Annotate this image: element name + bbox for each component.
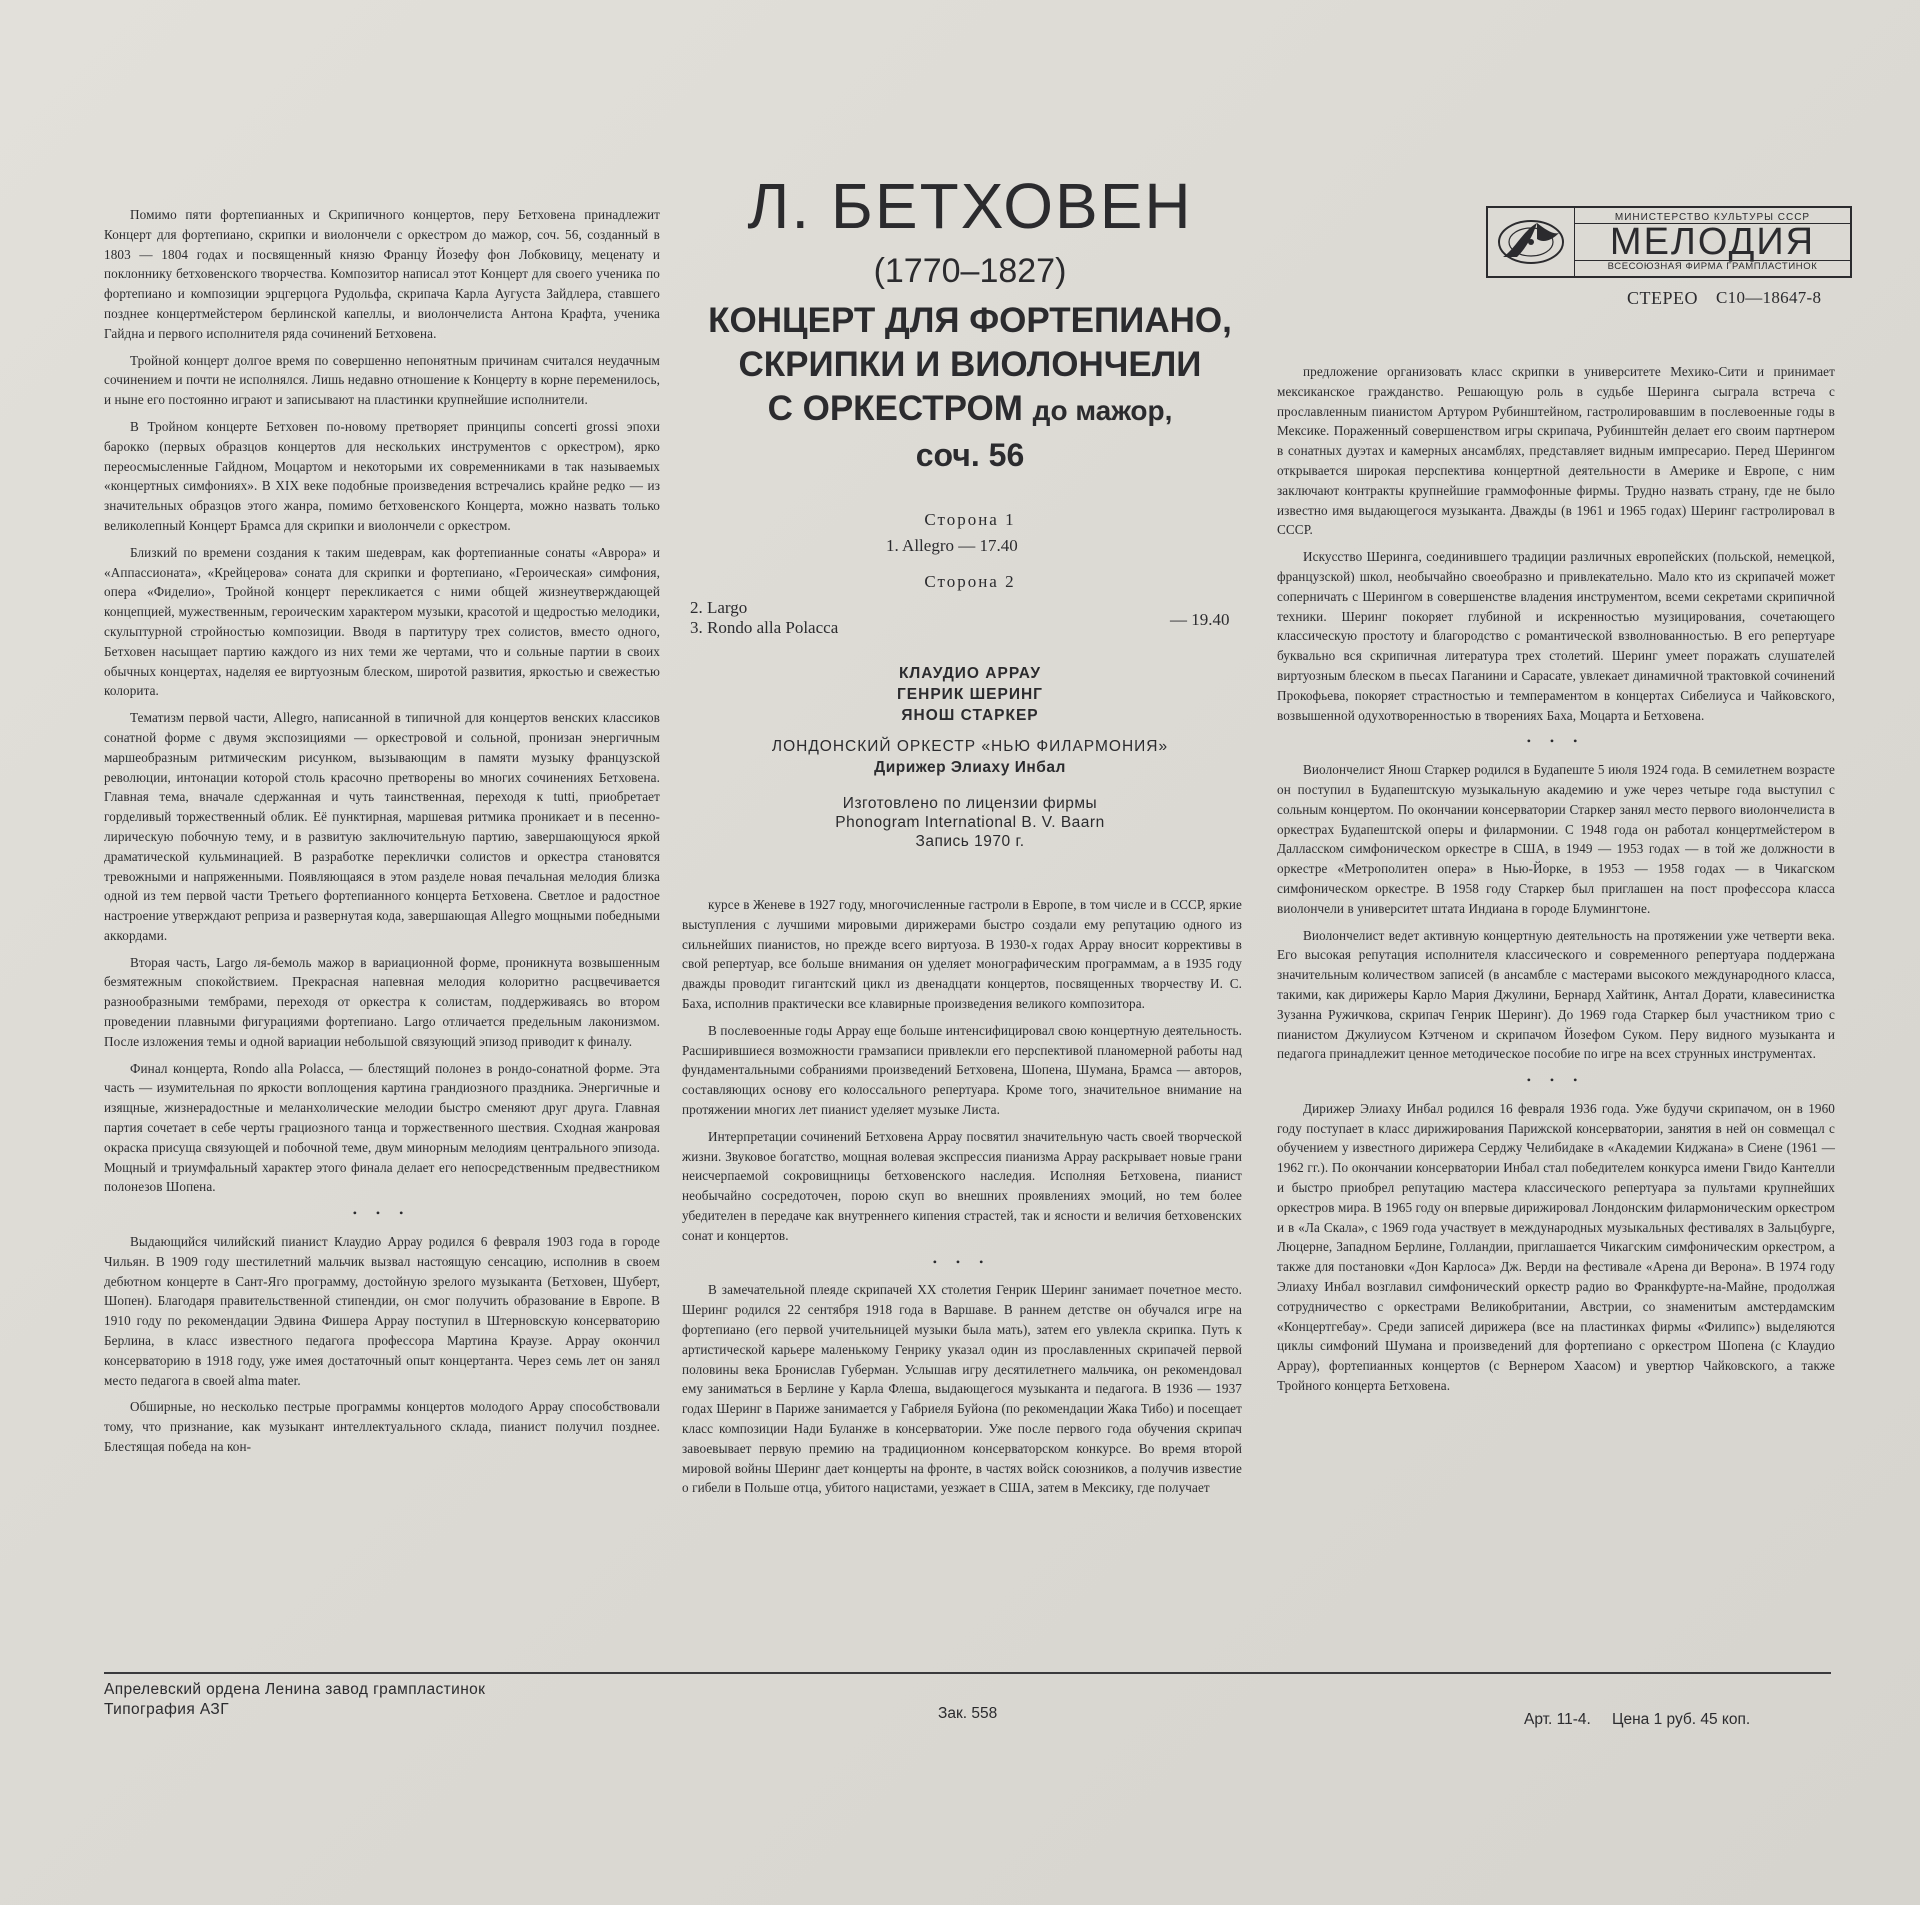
notes-paragraph: В замечательной плеяде скрипачей XX столетия Генрик Шеринг занимает почетное место. Шеринг родился 22 сентября 1918 года в Варшаве. В раннем детстве он обучался игре на фортепиано (его первой учительницей музыки была мать), затем его увлекла скрипка. Путь к артистической карьере маленькому Генрику указал один из прославленных скрипачей первой половины века Бронислав Губерман. Услышав игру десятилетнего мальчика, он рекомендовал ему заниматься в Берлине у Карла Флеша, выдающегося музыканта и педагога. В 1936 — 1937 годах Шеринг в Париже занимается у Габриеля Буйона (по рекомендации Жака Тибо) и посещает класс композиции Нади Буланже в консерватории. Уже после первого года обучения скрипач завоевывает первую премию на традиционном консерваторском конкурсе. Во время второй мировой войны Шеринг дает концерты на фронте, в частях войск союзников, а получив известие о гибели в Польше отца, убитого нацистами, уезжает в США, затем в Мексику, где получает bbox=[682, 1282, 1242, 1496]
performer-cello: ЯНОШ СТАРКЕР bbox=[901, 707, 1039, 724]
printer-name: Типография АЗГ bbox=[104, 1701, 229, 1718]
notes-paragraph: Виолончелист ведет активную концертную деятельность на протяжении уже четверти века. Его высокая репутация исполнителя классического и современного репертуара поддержана значительным количеством записей (в ансамбле с мастерами высокого международного класса, такими, как дирижеры Карло Мария Джулини, Бернард Хайтинк, Антал Дорати, клавесинистка Зузанна Ружичкова, скрипач Генрик Шеринг). До 1969 года Старкер был участником трио с пианистом Джулиусом Кэтченом и скрипачом Йозефом Суком. Перу видного музыканта и педагога принадлежит ценное методическое пособие по игре на всех струнных инструментах. bbox=[1277, 927, 1835, 1062]
performer-piano: КЛАУДИО АРРАУ bbox=[898, 665, 1042, 682]
firm-caption: ВСЕСОЮЗНАЯ ФИРМА ГРАМПЛАСТИНОК bbox=[1607, 261, 1818, 272]
work-title-orchestra: С ОРКЕСТРОМ bbox=[767, 389, 1023, 428]
section-separator: • • • bbox=[352, 1206, 412, 1221]
notes-paragraph: Виолончелист Янош Старкер родился в Будапеште 5 июля 1924 года. В семилетнем возрасте он поступил в Будапештскую музыкальную академию и уже через четыре года выступил с сольным концертом. По окончании консерватории Старкер занял место первого виолончелиста в оркестрах Будапештской оперы и филармонии. С 1948 года он работал концертмейстером в Далласском симфоническом оркестре в США, в 1949 — 1953 годах — в той же должности в оркестре «Метрополитен опера» в Нью-Йорке, в 1953 — 1958 годах — в Чикагском симфоническом оркестре. В 1958 году Старкер был приглашен на пост профессора класса виолончели в университет штата Индиана в городе Блумингтоне. bbox=[1277, 762, 1835, 916]
composer-name: Л. БЕТХОВЕН bbox=[747, 170, 1193, 242]
price: Цена 1 руб. 45 коп. bbox=[1612, 1711, 1751, 1728]
notes-paragraph: Обширные, но несколько пестрые программы концертов молодого Аррау способствовали тому, что признание, как музыкант интеллектуального склада, пианист получил позднее. Блестящая победа на кон- bbox=[104, 1399, 660, 1455]
track-2: 2. Largo bbox=[690, 598, 748, 617]
notes-paragraph: Финал концерта, Rondo alla Polacca, — блестящий полонез в рондо-сонатной форме. Эта часть — изумительная по яркости воплощения картина грандиозного праздника. Энергичные и изящные, жизнерадостные и меланхолические мелодии быстро сменяют друг друга. Главная партия сочетает в себе черты грациозного танца и торжественного шествия. Сходная жанровая окраска присуща связующей и побочной теме, двум минорным мелодиям центрального эпизода. Мощный и триумфальный характер этого финала делает его непосредственным предвестником полонезов Шопена. bbox=[104, 1060, 660, 1195]
work-key: до мажор, bbox=[1032, 395, 1173, 426]
side-2-duration: — 19.40 bbox=[1170, 610, 1230, 629]
notes-paragraph: В Тройном концерте Бетховен по-новому претворяет принципы concerti grossi эпохи барокко (первых образцов концертов для нескольких инструментов с оркестром), ярко переосмысленные Гайдном, Моцартом и некоторыми их современниками в так называемых «концертных симфониях». В XIX веке подобные произведения встречались крайне редко — из значительных образцов этого жанра, помимо бетховенского Концерта, можно назвать только великолепный Концерт Брамса для скрипки и виолончели с оркестром. bbox=[104, 418, 660, 533]
performer-violin: ГЕНРИК ШЕРИНГ bbox=[897, 686, 1043, 703]
notes-paragraph: Тройной концерт долгое время по совершенно непонятным причинам считался неудачным сочинением и почти не исполнялся. Лишь недавно отношение к Концерту в корне переменилось, и ныне его постоянно играют и записывают на пластинки крупнейшие исполнители. bbox=[104, 352, 660, 408]
notes-paragraph: Вторая часть, Largo ля-бемоль мажор в вариационной форме, проникнута возвышенным безмятежным спокойствием. Прекрасная напевная мелодия колоритно расцвечивается разнообразными тембрами, переходя от оркестра к солистам, поддерживаясь во втором проведении плавными фигурациями фортепиано. Largo отличается предельным лаконизмом. После изложения темы и одной вариации небольшой связующий эпизод приводит к финалу. bbox=[104, 954, 660, 1049]
recording-year: Запись 1970 г. bbox=[915, 833, 1025, 850]
notes-paragraph: Интерпретации сочинений Бетховена Аррау посвятил значительную часть своей творческой жизни. Звуковое богатство, мощная волевая экспрессия пианизма Аррау раскрывает новые грани неисчерпаемой сокровищницы бетховенского наследия. Исполняя Бетховена, пианист необычайно сосредоточен, порою скуп во внешних проявлениях эмоций, но тем более убедителен в передаче как внутреннего кипения страстей, так и ясности и величия бетховенских сонат и концертов. bbox=[682, 1128, 1242, 1243]
notes-paragraph: Тематизм первой части, Allegro, написанной в типичной для концертов венских классиков сонатной форме с двумя экспозициями — оркестровой и сольной, пронизан энергичным маршеобразным ритмическим рисунком, вызывающим в памяти музыку французской революции, интонации которой столь красочно претворены во многих сочинениях Бетховена. Главная тема, вначале сдержанная и чуть таинственная, переходя к tutti, приобретает горделивый торжественный облик. Её пунктирная, маршевая ритмика проникает и в песенно-лирическую побочную тему, и в развитую заключительную партию, завершающуюся яркой драматической кульминацией. В разработке переклички солистов и оркестра становятся тревожными и напряженными. Появляющаяся в этом разделе новая печальная мелодия близка одной из тем первой части Третьего фортепианного концерта Бетховена. Светлое и радостное настроение утверждают реприза и развернутая кода, завершающая Allegro мощными победными аккордами. bbox=[104, 710, 660, 943]
side-1-heading: Сторона 1 bbox=[924, 510, 1016, 529]
plant-name: Апрелевский ордена Ленина завод грампластинок bbox=[104, 1681, 486, 1698]
orchestra-name: ЛОНДОНСКИЙ ОРКЕСТР «НЬЮ ФИЛАРМОНИЯ» bbox=[771, 738, 1169, 755]
notes-paragraph: Дирижер Элиаху Инбал родился 16 февраля 1936 года. Уже будучи скрипачом, он в 1960 году поступает в класс дирижирования Парижской консерватории, занятия в ней он совмещал с обучением у известного дирижера Серджу Челибидаке в «Академии Киджана» в Сиене (1961 — 1962 гг.). По окончании консерватории Инбал стал победителем конкурса имени Гвидо Кантелли и быстро приобрел репутацию мастера классического репертуара за пультами крупнейших оркестров мира. В 1965 году он впервые дирижировал Лондонским филармоническим оркестром и в «Ла Скала», с 1969 года участвует в международных музыкальных фестивалях в Зальцбурге, Люцерне, Западном Берлине, Голландии, приглашается Чикагским симфоническим оркестром, а также для постановки «Дон Карлоса» Дж. Верди на фестивале «Арена ди Верона». В 1974 году Элиаху Инбал возглавил симфонический оркестр радио во Франкфурте-на-Майне, продолжая сотрудничество с оркестрами Великобритании, Австрии, со знаменитым амстердамским «Концертгебау». Среди записей дирижера (все на пластинках фирмы «Филипс») выделяются циклы симфоний Шумана и произведений для фортепиано с оркестром Шопена (с Клаудио Аррау), фортепианных концертов (с Вернером Хаасом) и увертюр Чайковского, а также Тройного концерта Бетховена. bbox=[1277, 1100, 1835, 1394]
section-separator: • • • bbox=[932, 1254, 992, 1269]
liner-notes-left-column bbox=[104, 205, 660, 1464]
order-number: Зак. 558 bbox=[938, 1705, 998, 1722]
footer-divider bbox=[104, 1672, 1831, 1674]
licensor-name: Phonogram International B. V. Baarn bbox=[835, 814, 1105, 831]
credits-block bbox=[690, 663, 1250, 851]
notes-paragraph: Помимо пяти фортепианных и Скрипичного концертов, перу Бетховена принадлежит Концерт для фортепиано, скрипки и виолончели с оркестром до мажор, соч. 56, созданный в 1803 — 1804 годах и посвященный князю Францу Йозефу фон Лобковицу, меценату и поклоннику бетховенского творчества. Композитор написал этот Концерт для своего ученика по фортепиано и композиции эрцгерцога Рудольфа, скрипача Карла Аугуста Зайдлера, ставшего позднее концертмейстером берлинской капеллы, и виолончелиста Антона Крафта, ученика Гайдна и первого исполнителя ряда сочинений Бетховена. bbox=[104, 207, 660, 341]
ministry-caption: МИНИСТЕРСТВО КУЛЬТУРЫ СССР bbox=[1614, 212, 1811, 223]
section-separator: • • • bbox=[1526, 734, 1586, 749]
license-note: Изготовлено по лицензии фирмы bbox=[842, 795, 1098, 812]
track-3: 3. Rondo alla Polacca bbox=[690, 618, 839, 637]
notes-paragraph: Близкий по времени создания к таким шедеврам, как фортепианные сонаты «Аврора» и «Аппассионата», «Крейцерова» соната для скрипки и фортепиано, «Героическая» симфония, опера «Фиделио», Тройной концерт перекликается с ними общей жизнеутверждающей концепцией, мужественным, героическим характером музыки, красотой и щедростью мелодики, скульптурной стройностью композиции. Вводя в партитуру трех солистов, вместо одного, Бетховен насыщает партию каждого из них теми же чертами, что и сольные партии в своих обычных концертах, наделяя ее виртуозным блеском, широтой развития, яркостью и свежестью колорита. bbox=[104, 544, 660, 699]
side-2-heading: Сторона 2 bbox=[924, 572, 1016, 591]
brand-name: МЕЛОДИЯ bbox=[1575, 223, 1850, 261]
notes-paragraph: Выдающийся чилийский пианист Клаудио Аррау родился 6 февраля 1903 года в городе Чильян. В 1909 году шестилетний мальчик вызвал настоящую сенсацию, исполнив в своем дебютном концерте в Сант-Яго программу, достойную зрелого музыканта (Бетховен, Шуберт, Шопен). Благодаря правительственной стипендии, он смог получить образование в Европе. В 1910 году по рекомендации Эдвина Фишера Аррау поступил в Штерновскую консерваторию Берлина, в класс известного педагога профессора Мартина Краузе. Аррау окончил консерваторию в 1918 году, уже имея достаточный опыт концертанта. Через семь лет он занял место педагога в своей alma mater. bbox=[104, 1234, 660, 1388]
title-block bbox=[690, 170, 1250, 477]
notes-paragraph: предложение организовать класс скрипки в университете Мехико-Сити и принимает мексиканское гражданство. Решающую роль в судьбе Шеринга сыграла встреча с прославленным пианистом Артуром Рубинштейном, гастролировавшим в послевоенные годы в Мексике. Пораженный совершенством игры скрипача, Рубинштейн делает его своим партнером в сонатных дуэтах и камерных ансамблях, представляет видным импресарио. Перед Шерингом открывается широкая перспектива концертной деятельности в Америке и Европе, с ним заключают контракты крупнейшие граммофонные фирмы. Трудно назвать страну, где не было известно имя выдающегося музыканта. Дважды (в 1961 и 1965 годах) Шеринг гастролировал в СССР. bbox=[1277, 364, 1835, 538]
liner-notes-middle-column bbox=[682, 895, 1242, 1505]
stereo-label: СТЕРЕО bbox=[1627, 288, 1699, 308]
melodiya-emblem-icon bbox=[1488, 208, 1574, 276]
notes-paragraph: Искусство Шеринга, соединившего традиции различных европейских (польской, немецкой, французской) школ, необычайно своеобразно и привлекательно. Мало кто из скрипачей может соперничать с Шерингом в совершенстве владения инструментом, всеми секретами скрипичной техники. Шеринг покоряет глубиной и искренностью музицирования, сочетающего классическую простоту и благородство с романтической взволнованностью. В его репертуаре буквально вся скрипичная литература трех столетий. Шеринг умеет поражать слушателей виртуозным блеском в пьесах Паганини и Сарасате, увлекает динамичной трактовкой сочинений Прокофьева, покоряет страстностью и темпераментом в концертах Сибелиуса и Чайковского, возвышенной одухотворенностью в творениях Баха, Моцарта и Бетховена. bbox=[1277, 549, 1835, 723]
work-title-line-2: СКРИПКИ И ВИОЛОНЧЕЛИ bbox=[738, 345, 1202, 384]
section-separator: • • • bbox=[1526, 1073, 1586, 1088]
conductor-name: Дирижер Элиаху Инбал bbox=[874, 759, 1066, 776]
work-title-line-1: КОНЦЕРТ ДЛЯ ФОРТЕПИАНО, bbox=[708, 301, 1232, 340]
track-1: 1. Allegro — 17.40 bbox=[886, 536, 1018, 555]
liner-notes-right-column bbox=[1277, 362, 1835, 1403]
composer-dates: (1770–1827) bbox=[873, 252, 1067, 290]
article-number: Арт. 11-4. bbox=[1524, 1711, 1591, 1728]
manufacturer-info bbox=[104, 1680, 485, 1720]
melodiya-logo bbox=[1486, 206, 1852, 278]
work-opus: соч. 56 bbox=[915, 437, 1025, 473]
notes-paragraph: курсе в Женеве в 1927 году, многочисленные гастроли в Европе, в том числе и в СССР, яркие выступления с лучшими мировыми дирижерами быстро создали ему репутацию одного из сильнейших пианистов, но прежде всего виртуоза. В 1930-х годах Аррау вносит коррективы в свой репертуар, все больше внимания он уделяет монографическим программам, а в 1935 году дважды проводит гигантский цикл из двенадцати концертов, посвященных творчеству И. С. Баха, исполнив практически все клавирные произведения великого композитора. bbox=[682, 897, 1242, 1011]
notes-paragraph: В послевоенные годы Аррау еще больше интенсифицировал свою концертную деятельность. Расширившиеся возможности грамзаписи привлекли его перспективой планомерной работы над фундаментальными собраниями произведений Бетховена, Шопена, Шумана, Брамса — авторов, составляющих основу его колоссального репертуара. Кроме того, значительное внимание на протяжении многих лет пианист уделяет музыке Листа. bbox=[682, 1022, 1242, 1117]
work-title-line-3 bbox=[690, 387, 1250, 433]
catalog-number: С10—18647-8 bbox=[1716, 288, 1822, 307]
melodiya-wordmark bbox=[1574, 208, 1850, 276]
